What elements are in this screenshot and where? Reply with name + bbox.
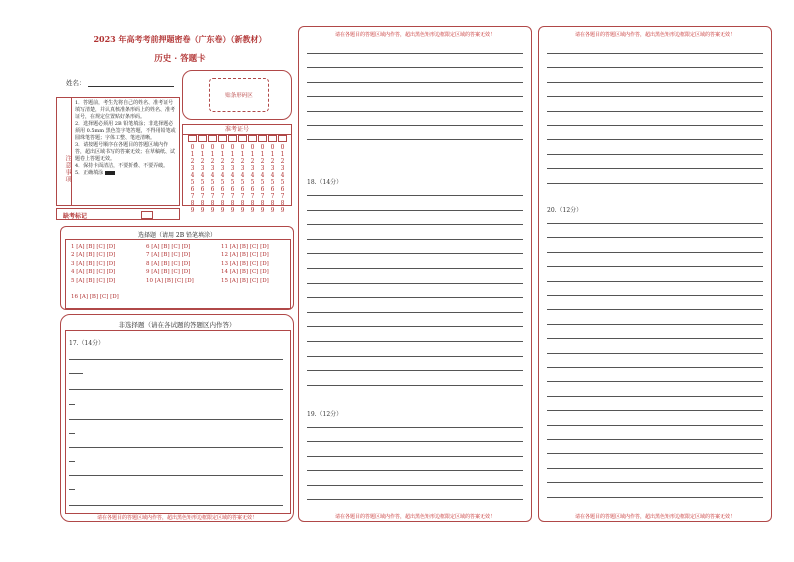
id-digit-column bbox=[238, 144, 247, 214]
id-digit-bubble[interactable]: 7 bbox=[190, 193, 195, 200]
answer-line bbox=[307, 356, 523, 357]
answer-line bbox=[547, 396, 763, 397]
id-digit-column bbox=[278, 144, 287, 214]
id-digit-column bbox=[218, 144, 227, 214]
warning-text: 请在各题目的答题区域内作答，超出黑色矩形边框限定区域的答案无效！ bbox=[334, 514, 495, 520]
answer-line bbox=[69, 489, 75, 490]
answer-line bbox=[547, 237, 763, 238]
id-digit-bubble[interactable]: 2 bbox=[200, 158, 205, 165]
id-digit-column bbox=[248, 144, 257, 214]
answer-line bbox=[69, 404, 75, 405]
answer-line bbox=[547, 468, 763, 469]
answer-line bbox=[307, 253, 523, 254]
id-digit-bubble[interactable]: 5 bbox=[190, 179, 195, 186]
note-item-5-text: 5．正确填涂 bbox=[75, 170, 104, 176]
barcode-area bbox=[182, 70, 292, 120]
id-digit-bubble[interactable]: 0 bbox=[220, 144, 225, 151]
id-digit-bubble[interactable]: 2 bbox=[280, 158, 285, 165]
answer-line bbox=[307, 239, 523, 240]
id-digit-entry[interactable] bbox=[198, 135, 207, 142]
id-digit-bubble[interactable]: 5 bbox=[260, 179, 265, 186]
id-digit-bubble[interactable]: 6 bbox=[260, 186, 265, 193]
answer-line bbox=[307, 441, 523, 442]
id-digit-bubble[interactable]: 1 bbox=[280, 151, 285, 158]
id-digit-bubble[interactable]: 5 bbox=[220, 179, 225, 186]
id-digit-bubble[interactable]: 0 bbox=[240, 144, 245, 151]
id-digit-bubble[interactable]: 2 bbox=[250, 158, 255, 165]
answer-line bbox=[69, 433, 75, 434]
id-digit-bubble[interactable]: 5 bbox=[270, 179, 275, 186]
id-digit-bubble[interactable]: 1 bbox=[210, 151, 215, 158]
notes-list bbox=[75, 100, 178, 177]
answer-line bbox=[69, 389, 283, 390]
answer-line bbox=[547, 425, 763, 426]
id-digit-bubble[interactable]: 9 bbox=[280, 207, 285, 214]
answer-line bbox=[547, 439, 763, 440]
id-digit-entry[interactable] bbox=[188, 135, 197, 142]
id-number-label: 准考证号 bbox=[183, 125, 291, 135]
answer-line bbox=[69, 475, 283, 476]
id-number-box bbox=[182, 124, 292, 214]
id-digit-bubble[interactable]: 6 bbox=[270, 186, 275, 193]
answer-line bbox=[307, 499, 523, 500]
answer-line bbox=[547, 111, 763, 112]
answer-line bbox=[547, 281, 763, 282]
id-digit-bubble[interactable]: 4 bbox=[200, 172, 205, 179]
answer-line bbox=[307, 370, 523, 371]
answer-line bbox=[547, 67, 763, 68]
id-digit-bubble[interactable]: 9 bbox=[240, 207, 245, 214]
answer-line bbox=[547, 367, 763, 368]
answer-line bbox=[547, 139, 763, 140]
lined-answer-area[interactable] bbox=[539, 27, 771, 521]
answer-line bbox=[547, 154, 763, 155]
answer-line bbox=[307, 283, 523, 284]
id-digit-bubble[interactable]: 4 bbox=[210, 172, 215, 179]
choice-row[interactable]: 9 [A] [B] [C] [D] bbox=[146, 269, 191, 276]
id-digit-entry[interactable] bbox=[218, 135, 227, 142]
answer-line bbox=[547, 482, 763, 483]
choice-row[interactable]: 16 [A] [B] [C] [D] bbox=[71, 294, 119, 300]
answer-line bbox=[547, 168, 763, 169]
warning-text: 请在各题目的答题区域内作答，超出黑色矩形边框限定区域的答案无效！ bbox=[96, 515, 257, 521]
filled-mark-sample bbox=[105, 171, 115, 175]
id-digit-bubble[interactable]: 3 bbox=[280, 165, 285, 172]
answer-line bbox=[547, 295, 763, 296]
answer-line bbox=[547, 410, 763, 411]
id-digit-bubble[interactable]: 3 bbox=[190, 165, 195, 172]
id-digit-bubble[interactable]: 1 bbox=[190, 151, 195, 158]
answer-line bbox=[307, 485, 523, 486]
choice-row[interactable]: 3 [A] [B] [C] [D] bbox=[71, 260, 116, 267]
answer-line bbox=[307, 82, 523, 83]
choice-section bbox=[60, 226, 294, 310]
id-digit-bubble[interactable]: 3 bbox=[270, 165, 275, 172]
choice-row[interactable]: 8 [A] [B] [C] [D] bbox=[146, 260, 191, 267]
answer-line bbox=[547, 453, 763, 454]
choice-group bbox=[71, 243, 115, 285]
q17-label: 17.（14分） bbox=[69, 340, 105, 347]
id-digit-bubble[interactable]: 7 bbox=[250, 193, 255, 200]
answer-line bbox=[547, 252, 763, 253]
answer-line bbox=[547, 353, 763, 354]
id-digit-entry[interactable] bbox=[238, 135, 247, 142]
answer-line bbox=[307, 195, 523, 196]
nonchoice-section bbox=[60, 314, 294, 522]
id-digit-entry[interactable] bbox=[208, 135, 217, 142]
answer-line bbox=[69, 461, 75, 462]
id-digit-bubble[interactable]: 6 bbox=[280, 186, 285, 193]
warning-text: 请在各题目的答题区域内作答，超出黑色矩形边框限定区域的答案无效！ bbox=[574, 514, 735, 520]
choice-row[interactable]: 7 [A] [B] [C] [D] bbox=[146, 252, 191, 259]
id-digit-bubble[interactable]: 5 bbox=[210, 179, 215, 186]
id-digit-bubble[interactable]: 6 bbox=[190, 186, 195, 193]
choice-group bbox=[221, 243, 269, 285]
answer-line bbox=[69, 359, 283, 360]
id-digit-bubble[interactable]: 1 bbox=[220, 151, 225, 158]
note-item: 3．请按题号顺序在各题目的答题区域内作答，超出区域书写的答案无效；在草稿纸、试题卷上答题无效。 bbox=[75, 142, 176, 162]
id-digit-bubble[interactable]: 3 bbox=[250, 165, 255, 172]
notes-label: 注意事项 bbox=[57, 98, 72, 205]
id-digit-entry[interactable] bbox=[278, 135, 287, 142]
id-digit-bubble[interactable]: 7 bbox=[240, 193, 245, 200]
id-digit-bubble[interactable]: 9 bbox=[220, 207, 225, 214]
notes-box bbox=[56, 97, 180, 206]
id-digit-bubble[interactable]: 9 bbox=[230, 207, 235, 214]
id-digit-column bbox=[188, 144, 197, 214]
id-digit-bubble[interactable]: 3 bbox=[240, 165, 245, 172]
choice-grid[interactable] bbox=[61, 227, 293, 309]
q20-label: 20.（12分） bbox=[547, 207, 583, 214]
id-digit-bubble[interactable]: 4 bbox=[250, 172, 255, 179]
id-number-grid[interactable] bbox=[188, 135, 288, 214]
note-item: 2．选择题必须用 2B 铅笔填涂；非选择题必须用 0.5mm 黑色签字笔答题，不得用铅笔或圆珠笔答题；字体工整、笔迹清晰。 bbox=[75, 121, 176, 141]
id-digit-column bbox=[228, 144, 237, 214]
id-digit-bubble[interactable]: 6 bbox=[230, 186, 235, 193]
id-digit-bubble[interactable]: 4 bbox=[220, 172, 225, 179]
answer-line bbox=[547, 381, 763, 382]
answer-line bbox=[547, 266, 763, 267]
id-digit-bubble[interactable]: 5 bbox=[250, 179, 255, 186]
id-digit-bubble[interactable]: 8 bbox=[250, 200, 255, 207]
choice-row[interactable]: 15 [A] [B] [C] [D] bbox=[221, 277, 269, 284]
answer-line bbox=[307, 297, 523, 298]
id-digit-bubble[interactable]: 6 bbox=[210, 186, 215, 193]
id-digit-bubble[interactable]: 6 bbox=[220, 186, 225, 193]
answer-panel-2 bbox=[298, 26, 532, 522]
id-digit-bubble[interactable]: 9 bbox=[270, 207, 275, 214]
id-digit-bubble[interactable]: 2 bbox=[190, 158, 195, 165]
answer-line bbox=[547, 324, 763, 325]
q17-answer-area[interactable] bbox=[61, 315, 293, 521]
id-digit-bubble[interactable]: 2 bbox=[220, 158, 225, 165]
choice-row[interactable]: 6 [A] [B] [C] [D] bbox=[146, 244, 191, 250]
answer-line bbox=[547, 82, 763, 83]
nonchoice-title: 非选择题（请在各试题的答题区内作答） bbox=[118, 321, 236, 329]
id-digit-entry[interactable] bbox=[268, 135, 277, 142]
answer-line bbox=[69, 447, 283, 448]
id-digit-bubble[interactable]: 7 bbox=[270, 193, 275, 200]
id-digit-bubble[interactable]: 6 bbox=[200, 186, 205, 193]
id-digit-column bbox=[198, 144, 207, 214]
id-digit-entry[interactable] bbox=[258, 135, 267, 142]
id-digit-entry[interactable] bbox=[228, 135, 237, 142]
answer-line bbox=[547, 309, 763, 310]
id-digit-bubble[interactable]: 2 bbox=[240, 158, 245, 165]
id-digit-bubble[interactable]: 4 bbox=[240, 172, 245, 179]
id-digit-bubble[interactable]: 9 bbox=[200, 207, 205, 214]
note-item bbox=[75, 170, 178, 177]
id-digit-bubble[interactable]: 9 bbox=[210, 207, 215, 214]
answer-line bbox=[69, 373, 83, 374]
q18-label: 18.（14分） bbox=[307, 179, 343, 186]
answer-line bbox=[547, 497, 763, 498]
answer-line bbox=[547, 183, 763, 184]
id-digit-bubble[interactable]: 1 bbox=[260, 151, 265, 158]
id-digit-bubble[interactable]: 3 bbox=[220, 165, 225, 172]
id-digit-bubble[interactable]: 1 bbox=[250, 151, 255, 158]
answer-line bbox=[307, 53, 523, 54]
id-digit-bubble[interactable]: 2 bbox=[270, 158, 275, 165]
id-digit-bubble[interactable]: 7 bbox=[280, 193, 285, 200]
choice-row[interactable]: 10 [A] [B] [C] [D] bbox=[146, 277, 194, 284]
answer-line bbox=[547, 125, 763, 126]
choice-row[interactable]: 12 [A] [B] [C] [D] bbox=[221, 252, 269, 259]
id-digit-bubble[interactable]: 2 bbox=[260, 158, 265, 165]
warning-text: 请在各题目的答题区域内作答，超出黑色矩形边框限定区域的答案无效！ bbox=[334, 32, 495, 38]
id-digit-bubble[interactable]: 8 bbox=[260, 200, 265, 207]
id-digit-bubble[interactable]: 7 bbox=[260, 193, 265, 200]
id-digit-bubble[interactable]: 9 bbox=[190, 207, 195, 214]
choice-row[interactable]: 5 [A] [B] [C] [D] bbox=[71, 277, 116, 284]
id-digit-bubble[interactable]: 6 bbox=[240, 186, 245, 193]
exam-title: 2023 年高考考前押题密卷（广东卷）（新教材） bbox=[93, 34, 267, 44]
answer-line bbox=[307, 385, 523, 386]
id-digit-bubble[interactable]: 9 bbox=[260, 207, 265, 214]
answer-line bbox=[307, 312, 523, 313]
id-digit-bubble[interactable]: 7 bbox=[200, 193, 205, 200]
choice-row[interactable]: 4 [A] [B] [C] [D] bbox=[71, 269, 116, 276]
id-digit-column bbox=[208, 144, 217, 214]
id-digit-bubble[interactable]: 4 bbox=[190, 172, 195, 179]
id-digit-bubble[interactable]: 3 bbox=[260, 165, 265, 172]
id-digit-bubble[interactable]: 0 bbox=[190, 144, 195, 151]
id-digit-bubble[interactable]: 5 bbox=[230, 179, 235, 186]
id-digit-bubble[interactable]: 8 bbox=[240, 200, 245, 207]
id-digit-column bbox=[258, 144, 267, 214]
barcode-label: 贴条形码区 bbox=[225, 93, 253, 99]
answer-line bbox=[307, 456, 523, 457]
answer-line bbox=[307, 125, 523, 126]
id-digit-bubble[interactable]: 9 bbox=[250, 207, 255, 214]
answer-line bbox=[307, 224, 523, 225]
id-digit-bubble[interactable]: 1 bbox=[240, 151, 245, 158]
answer-line bbox=[307, 427, 523, 428]
id-digit-bubble[interactable]: 0 bbox=[230, 144, 235, 151]
id-digit-bubble[interactable]: 0 bbox=[270, 144, 275, 151]
choice-row[interactable]: 14 [A] [B] [C] [D] bbox=[221, 269, 269, 276]
lined-answer-area[interactable] bbox=[299, 27, 531, 521]
choice-row[interactable]: 11 [A] [B] [C] [D] bbox=[221, 244, 269, 250]
id-digit-bubble[interactable]: 1 bbox=[230, 151, 235, 158]
answer-line bbox=[307, 67, 523, 68]
id-digit-bubble[interactable]: 7 bbox=[230, 193, 235, 200]
answer-line bbox=[69, 419, 283, 420]
name-field[interactable] bbox=[88, 86, 174, 87]
absent-box bbox=[56, 208, 180, 220]
answer-line bbox=[547, 96, 763, 97]
id-digit-bubble[interactable]: 8 bbox=[220, 200, 225, 207]
id-digit-bubble[interactable]: 3 bbox=[230, 165, 235, 172]
id-digit-bubble[interactable]: 8 bbox=[200, 200, 205, 207]
id-digit-bubble[interactable]: 0 bbox=[200, 144, 205, 151]
note-item: 1．答题前，考生先将自己的姓名、准考证号填写清楚，并认真核准条形码上的姓名、准考证号，在规定位置贴好条形码。 bbox=[75, 100, 176, 120]
id-digit-bubble[interactable]: 4 bbox=[280, 172, 285, 179]
id-digit-bubble[interactable]: 2 bbox=[230, 158, 235, 165]
absent-checkbox[interactable] bbox=[141, 211, 153, 219]
id-digit-bubble[interactable]: 0 bbox=[210, 144, 215, 151]
q19-label: 19.（12分） bbox=[307, 411, 343, 418]
name-label: 姓名： bbox=[66, 79, 86, 87]
id-digit-bubble[interactable]: 8 bbox=[190, 200, 195, 207]
id-digit-bubble[interactable]: 8 bbox=[280, 200, 285, 207]
id-digit-bubble[interactable]: 3 bbox=[210, 165, 215, 172]
id-digit-bubble[interactable]: 7 bbox=[210, 193, 215, 200]
id-digit-bubble[interactable]: 0 bbox=[280, 144, 285, 151]
answer-line bbox=[307, 111, 523, 112]
warning-text: 请在各题目的答题区域内作答，超出黑色矩形边框限定区域的答案无效！ bbox=[574, 32, 735, 38]
id-digit-bubble[interactable]: 8 bbox=[230, 200, 235, 207]
absent-label: 缺考标记 bbox=[63, 213, 88, 220]
answer-line bbox=[547, 223, 763, 224]
choice-row[interactable]: 13 [A] [B] [C] [D] bbox=[221, 260, 269, 267]
answer-line bbox=[307, 326, 523, 327]
answer-line bbox=[307, 210, 523, 211]
choice-group bbox=[71, 293, 119, 301]
answer-panel-3 bbox=[538, 26, 772, 522]
id-digit-bubble[interactable]: 5 bbox=[200, 179, 205, 186]
id-digit-bubble[interactable]: 2 bbox=[210, 158, 215, 165]
choice-row[interactable]: 1 [A] [B] [C] [D] bbox=[71, 244, 116, 250]
choice-title: 选择题（请用 2B 铅笔填涂） bbox=[137, 232, 217, 239]
answer-line bbox=[547, 338, 763, 339]
id-digit-bubble[interactable]: 1 bbox=[200, 151, 205, 158]
id-digit-entry[interactable] bbox=[248, 135, 257, 142]
id-digit-bubble[interactable]: 4 bbox=[260, 172, 265, 179]
choice-group bbox=[146, 243, 194, 285]
answer-line bbox=[307, 139, 523, 140]
id-digit-bubble[interactable]: 0 bbox=[260, 144, 265, 151]
id-digit-bubble[interactable]: 0 bbox=[250, 144, 255, 151]
answer-line bbox=[547, 53, 763, 54]
id-digit-bubble[interactable]: 4 bbox=[270, 172, 275, 179]
answer-line bbox=[307, 268, 523, 269]
id-digit-bubble[interactable]: 7 bbox=[220, 193, 225, 200]
id-digit-column bbox=[268, 144, 277, 214]
exam-subtitle: 历史 · 答题卡 bbox=[154, 54, 206, 64]
note-item: 4．保持卡面清洁，不要折叠、不要弄破。 bbox=[75, 163, 169, 169]
answer-line bbox=[69, 505, 283, 506]
id-digit-bubble[interactable]: 5 bbox=[280, 179, 285, 186]
id-digit-bubble[interactable]: 4 bbox=[230, 172, 235, 179]
id-digit-bubble[interactable]: 5 bbox=[240, 179, 245, 186]
id-digit-bubble[interactable]: 8 bbox=[210, 200, 215, 207]
answer-line bbox=[307, 470, 523, 471]
id-digit-bubble[interactable]: 1 bbox=[270, 151, 275, 158]
id-digit-bubble[interactable]: 6 bbox=[250, 186, 255, 193]
answer-line bbox=[307, 96, 523, 97]
answer-line bbox=[307, 341, 523, 342]
id-digit-bubble[interactable]: 3 bbox=[200, 165, 205, 172]
choice-row[interactable]: 2 [A] [B] [C] [D] bbox=[71, 252, 116, 259]
id-digit-bubble[interactable]: 8 bbox=[270, 200, 275, 207]
